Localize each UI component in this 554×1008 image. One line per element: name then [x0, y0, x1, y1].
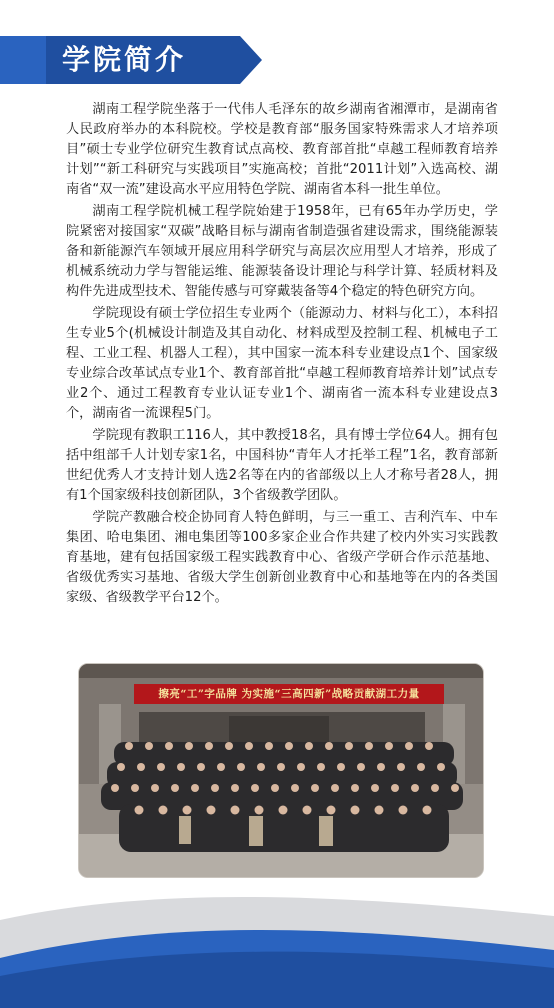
paragraph-1: 湖南工程学院坐落于一代伟人毛泽东的故乡湖南省湘潭市，是湖南省人民政府举办的本科院校。学校是教育部“服务国家特殊需求人才培养项目”硕士专业学位研究生教育试点高校、教育部首批“卓越工程师教育培养计划”“新工科研究与实践项目”实施高校；首批“2011计划”入选高校、湖南省“双一流”建设高水平应用特色学院、湖南省本科一批生单位。	[66, 102, 498, 197]
page-title: 学院简介	[62, 43, 187, 76]
photo-banner-slogan: 擦亮“工”字品牌 为实施“三高四新”战略贡献湖工力量	[158, 688, 420, 700]
paragraph-3: 学院现设有硕士学位招生专业两个（能源动力、材料与化工），本科招生专业5个(机械设计制造及其自动化、材料成型及控制工程、机械电子工程、工业工程、机器人工程），其中国家一流本科专业建设点1个、国家级专业综合改革试点专业1个、教育部首批“卓越工程师教育培养计划”试点专业2个、通过工程教育专业认证专业1个、湖南省一流本科专业建设点3个，湖南省一流课程5门。	[66, 306, 498, 421]
intro-text	[66, 100, 498, 610]
banner-accent	[0, 36, 46, 84]
paragraph-4: 学院现有教职工116人，其中教授18名，具有博士学位64人。拥有包括中组部千人计划专家1名，中国科协“青年人才托举工程”1名，教育部新世纪优秀人才支持计划人选2名等在内的省部级以上人才称号者28人，拥有1个国家级科技创新团队，3个省级教学团队。	[66, 428, 498, 503]
group-photo	[78, 663, 484, 878]
paragraph-5: 学院产教融合校企协同育人特色鲜明，与三一重工、吉利汽车、中车集团、哈电集团、湘电集团等100多家企业合作共建了校内外实习实践教育基地，建有包括国家级工程实践教育中心、省级产学研合作示范基地、省级优秀实习基地、省级大学生创新创业教育中心和基地等在内的各类国家级、省级教学平台12个。	[66, 510, 498, 605]
paragraph-2: 湖南工程学院机械工程学院始建于1958年，已有65年办学历史，学院紧密对接国家“双碳”战略目标与湖南省制造强省建设需求，围绕能源装备和新能源汽车领域开展应用科学研究与高层次应用型人才培养，形成了机械系统动力学与智能运维、能源装备设计理论与科学计算、轻质材料及构件先进成型技术、智能传感与可穿戴装备等4个稳定的特色研究方向。	[66, 204, 498, 299]
bottom-wave-decoration	[0, 880, 554, 1008]
